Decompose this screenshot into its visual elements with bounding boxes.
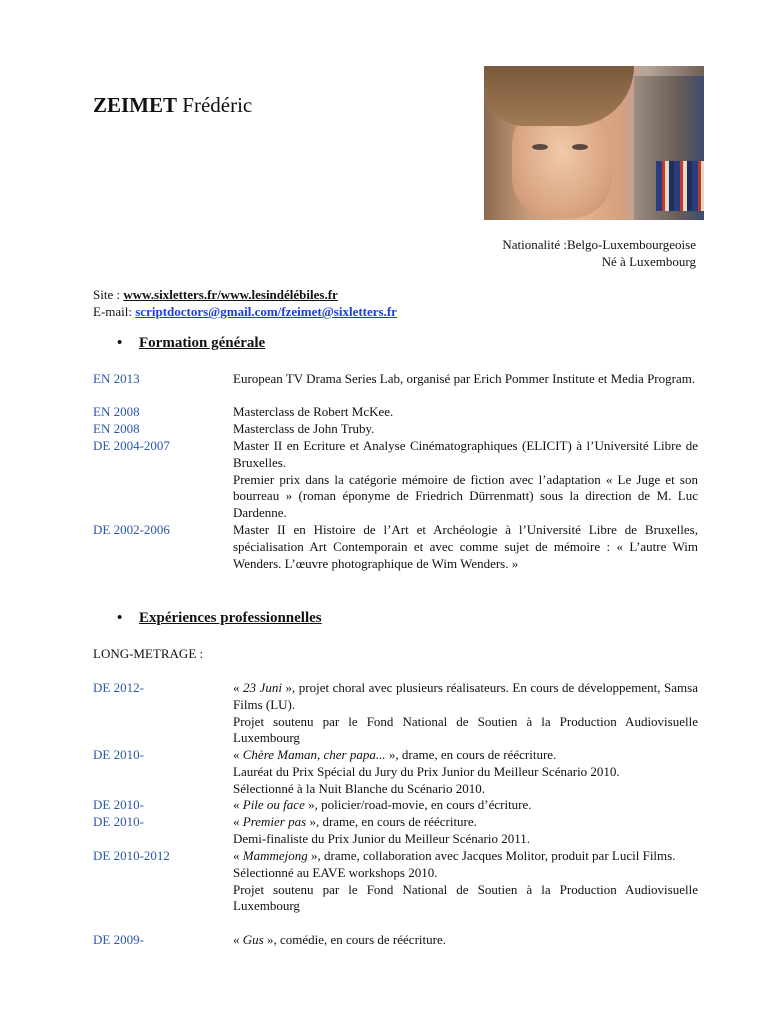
entry-description: « Gus », comédie, en cours de réécriture. [233,932,446,947]
bullet-icon: • [117,610,123,626]
experience-entry [93,747,698,797]
entry-date: DE 2010-2012 [93,848,170,863]
experience-entry [93,814,698,848]
work-title: Pile ou face [242,797,305,812]
work-title: Gus [242,932,264,947]
email-link[interactable]: scriptdoctors@gmail.com/fzeimet@sixletters.fr [135,304,397,319]
work-title: Chère Maman, cher papa... [242,747,386,762]
entry-date: DE 2004-2007 [93,438,170,453]
entry-date: DE 2010- [93,747,144,762]
formation-entry [93,438,698,522]
entry-date: EN 2008 [93,421,140,436]
portrait-photo [484,66,704,220]
long-metrage-subhead: LONG-METRAGE : [93,646,204,661]
entry-description: « Chère Maman, cher papa... », drame, en cours de réécriture. Lauréat du Prix Spécial du Jury du Prix Junior du Meilleur Scénario 2010. Sélectionné à la Nuit Blanche du Scénario 2010. [233,747,620,796]
entry-description: Masterclass de John Truby. [233,421,375,436]
entry-description: Master II en Histoire de l’Art et Archéologie à l’Université Libre de Bruxelles, spécialisation Art Contemporain et avec comme sujet de mémoire : « L’autre Wim Wenders. L’œuvre photographique de Wim Wenders. » [233,522,698,571]
entry-date: DE 2009- [93,932,144,947]
nationality: Nationalité :Belgo-Luxembourgeoise [502,237,696,252]
site-link[interactable]: www.sixletters.fr/www.lesindélébiles.fr [123,287,338,302]
work-title: Mammejong [242,848,308,863]
entry-description: « Mammejong », drame, collaboration avec Jacques Molitor, produit par Lucil Films. Sélectionné au EAVE workshops 2010. Projet soutenu par le Fond National de Soutien à la Production Audiovisuelle Luxembourg [233,848,698,914]
experience-heading: • Expériences professionnelles [117,610,322,626]
entry-date: DE 2010- [93,814,144,829]
personal-info [502,236,696,270]
entry-date: DE 2010- [93,797,144,812]
entry-description: European TV Drama Series Lab, organisé par Erich Pommer Institute et Media Program. [233,371,696,386]
birthplace: Né à Luxembourg [601,254,696,269]
formation-heading: • Formation générale [117,335,266,351]
formation-entry [93,522,698,572]
formation-entry [93,371,698,388]
experience-entry [93,848,698,915]
experience-entry [93,932,698,949]
work-title: Premier pas [242,814,307,829]
work-title: 23 Juni [243,680,282,695]
last-name: ZEIMET [93,93,178,117]
site-label: Site : [93,287,124,302]
formation-entry [93,421,698,438]
entry-description: Masterclass de Robert McKee. [233,404,394,419]
entry-date: EN 2008 [93,404,140,419]
first-name: Frédéric [182,93,253,117]
cv-name [93,93,252,118]
entry-description: « 23 Juni », projet choral avec plusieurs réalisateurs. En cours de développement, Samsa Films (LU). Projet soutenu par le Fond National de Soutien à la Production Audiovisuelle Luxembourg [233,680,698,746]
entry-date: EN 2013 [93,371,140,386]
bullet-icon: • [117,335,123,351]
contact-block [93,286,397,320]
entry-description: « Premier pas », drame, en cours de réécriture. Demi-finaliste du Prix Junior du Meilleur Scénario 2011. [233,814,531,846]
experience-entry [93,797,698,814]
entry-date: DE 2002-2006 [93,522,170,537]
entry-description: Master II en Ecriture et Analyse Cinématographiques (ELICIT) à l’Université Libre de Bruxelles. Premier prix dans la catégorie mémoire de fiction avec l’adaptation « Le Juge et son bourreau » (roman éponyme de Friedrich Dürrenmatt) sous la direction de M. Luc Dardenne. [233,438,698,521]
email-label: E-mail: [93,304,136,319]
experience-entry [93,680,698,747]
formation-entry [93,404,698,421]
entry-description: « Pile ou face », policier/road-movie, en cours d’écriture. [233,797,532,812]
entry-date: DE 2012- [93,680,144,695]
